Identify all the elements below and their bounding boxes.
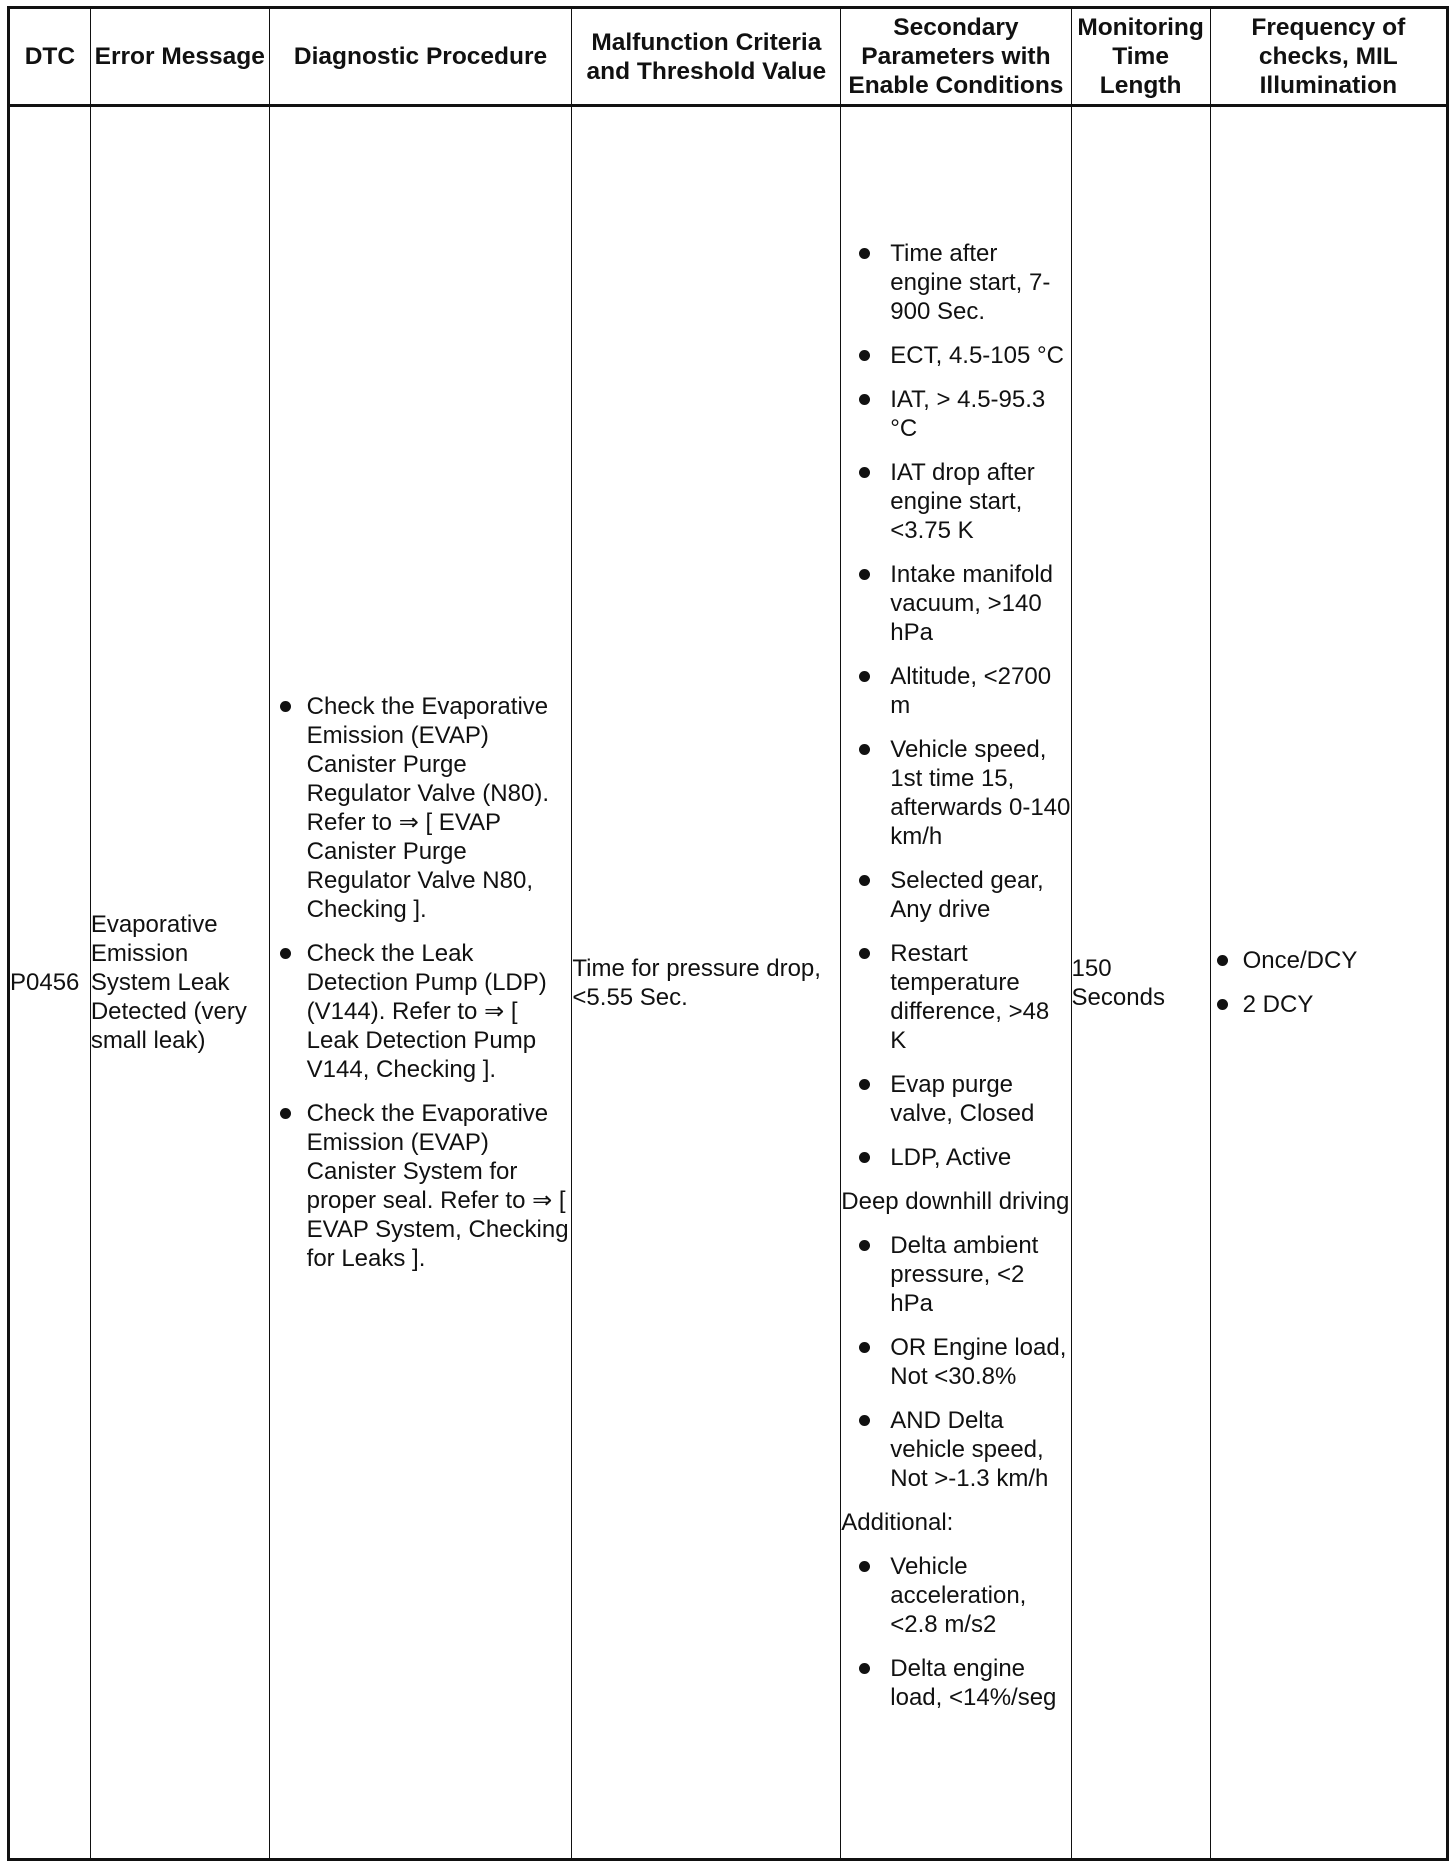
frequency-list <box>1211 946 1446 1019</box>
secondary-item: Evap purge valve, Closed <box>841 1070 1070 1128</box>
procedure-list <box>270 692 572 1273</box>
secondary-list-conditions <box>841 239 1070 1172</box>
secondary-item: Vehicle acceleration, <2.8 m/s2 <box>841 1552 1070 1639</box>
header-secondary-parameters: Secondary Parameters with Enable Conditions <box>841 8 1071 106</box>
table-row <box>9 106 1448 1860</box>
secondary-item: Delta engine load, <14%/seg <box>841 1654 1070 1712</box>
secondary-item: IAT drop after engine start, <3.75 K <box>841 458 1070 545</box>
dtc-code: P0456 <box>9 106 91 1860</box>
frequency-item: Once/DCY <box>1211 946 1446 975</box>
secondary-item: Intake manifold vacuum, >140 hPa <box>841 560 1070 647</box>
header-malfunction-criteria: Malfunction Criteria and Threshold Value <box>572 8 841 106</box>
secondary-item: Vehicle speed, 1st time 15, afterwards 0-140 km/h <box>841 735 1070 851</box>
secondary-parameters-cell <box>841 106 1071 1860</box>
header-frequency: Frequency of checks, MIL Illumination <box>1210 8 1447 106</box>
monitoring-time: 150 Seconds <box>1071 106 1210 1860</box>
secondary-list-downhill <box>841 1231 1070 1493</box>
header-diagnostic-procedure: Diagnostic Procedure <box>269 8 572 106</box>
secondary-item: OR Engine load, Not <30.8% <box>841 1333 1070 1391</box>
deep-downhill-heading: Deep downhill driving <box>841 1187 1070 1215</box>
procedure-step: Check the Evaporative Emission (EVAP) Canister System for proper seal. Refer to ⇒ [ EVAP System, Checking for Leaks ]. <box>270 1099 572 1273</box>
secondary-item: Restart temperature difference, >48 K <box>841 939 1070 1055</box>
procedure-step: Check the Evaporative Emission (EVAP) Canister Purge Regulator Valve (N80). Refer to ⇒ [ EVAP Canister Purge Regulator Valve N80, Checking ]. <box>270 692 572 924</box>
header-error-message: Error Message <box>90 8 269 106</box>
dtc-table <box>7 6 1449 1861</box>
error-message: Evaporative Emission System Leak Detected (very small leak) <box>90 106 269 1860</box>
secondary-item: Delta ambient pressure, <2 hPa <box>841 1231 1070 1318</box>
secondary-item: ECT, 4.5-105 °C <box>841 341 1070 370</box>
additional-heading: Additional: <box>841 1508 954 1536</box>
secondary-item: IAT, > 4.5-95.3 °C <box>841 385 1070 443</box>
secondary-item: Altitude, <2700 m <box>841 662 1070 720</box>
secondary-item: Time after engine start, 7-900 Sec. <box>841 239 1070 326</box>
frequency-item: 2 DCY <box>1211 990 1446 1019</box>
frequency-cell <box>1210 106 1447 1860</box>
secondary-list-additional <box>841 1552 1070 1712</box>
secondary-item: AND Delta vehicle speed, Not >-1.3 km/h <box>841 1406 1070 1493</box>
header-dtc: DTC <box>9 8 91 106</box>
header-monitoring-time: Monitoring Time Length <box>1071 8 1210 106</box>
header-row <box>9 8 1448 106</box>
malfunction-criteria: Time for pressure drop, <5.55 Sec. <box>572 106 841 1860</box>
diagnostic-procedure-cell <box>269 106 572 1860</box>
procedure-step: Check the Leak Detection Pump (LDP) (V144). Refer to ⇒ [ Leak Detection Pump V144, Checking ]. <box>270 939 572 1084</box>
secondary-item: LDP, Active <box>841 1143 1070 1172</box>
secondary-item: Selected gear, Any drive <box>841 866 1070 924</box>
